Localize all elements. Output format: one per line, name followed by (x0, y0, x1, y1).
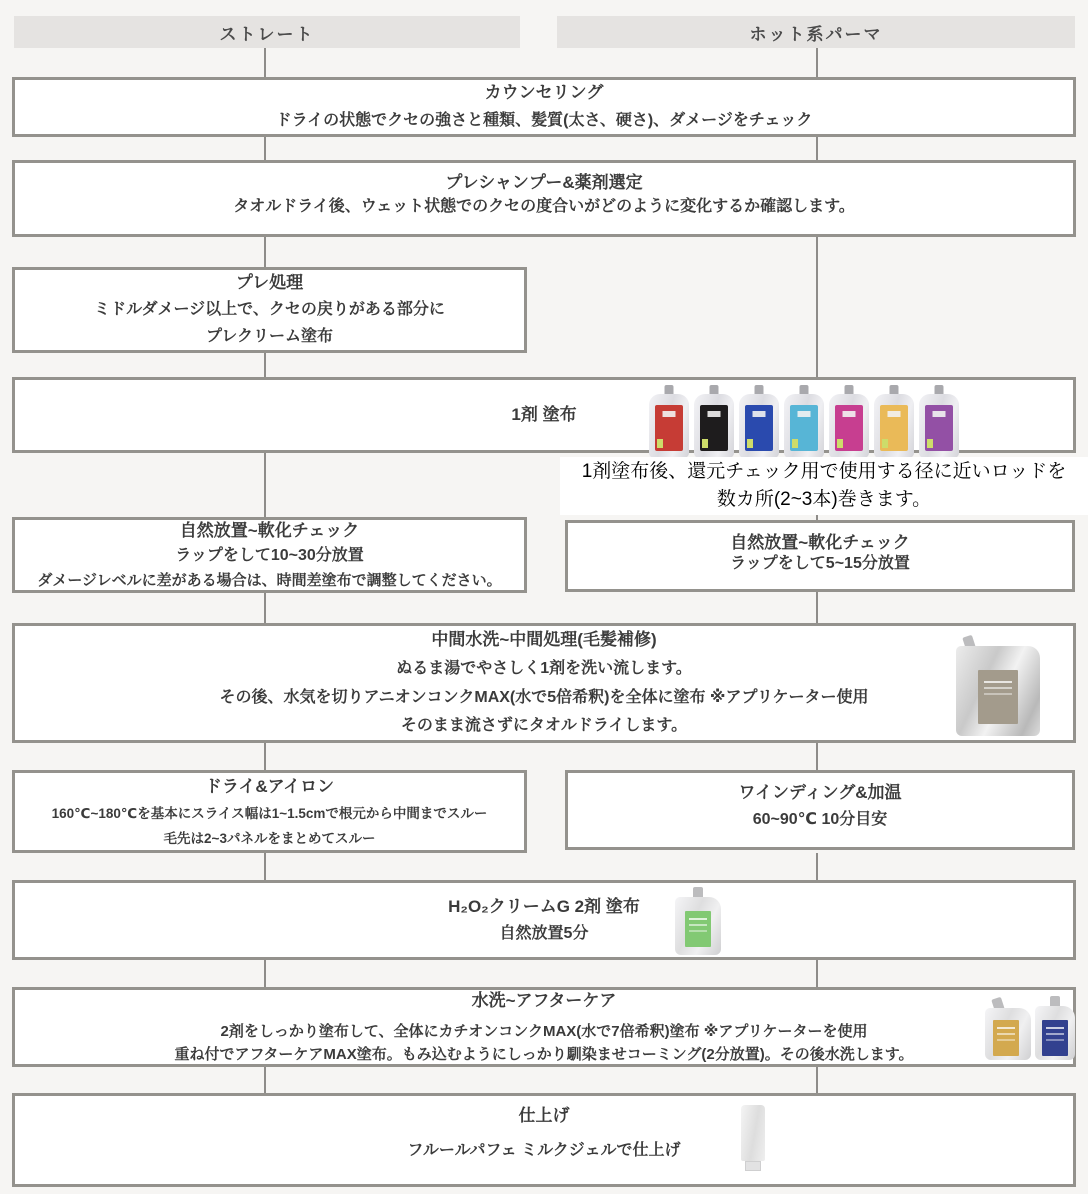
connector-line (264, 353, 266, 377)
step-title: 1剤 塗布 (511, 404, 577, 424)
step-title: 中間水洗~中間処理(毛髪補修) (431, 629, 657, 649)
step-detail: 重ね付でアフターケアMAX塗布。もみ込むようにしっかり馴染ませコーミング(2分放置)。その後水洗します。 (174, 1045, 914, 1063)
product-bottle-purple (918, 385, 960, 458)
connector-line (264, 743, 266, 770)
step-box-winding (565, 770, 1075, 850)
connector-line (816, 960, 818, 987)
step-title: ドライ&アイロン (204, 776, 335, 796)
column-header-hot-perm-label: ホット系パーマ (749, 24, 883, 44)
step-title: ワインディング&加温 (738, 783, 902, 802)
product-pouch-gold (985, 998, 1031, 1060)
step-title: 自然放置~軟化チェック (179, 520, 360, 540)
bottle-label (835, 405, 863, 451)
bottle-label (655, 405, 683, 451)
agent1-product-bottles (648, 385, 960, 458)
step-box-agent2 (12, 880, 1076, 960)
step-detail: その後、水気を切りアニオンコンクMAX(水で5倍希釈)を全体に塗布 ※アプリケーター使用 (219, 688, 869, 706)
connector-line (264, 48, 266, 77)
connector-line (264, 453, 266, 517)
step-title: H₂O₂クリームG 2剤 塗布 (448, 896, 640, 916)
step-detail: ラップをして5~15分放置 (730, 555, 910, 573)
connector-line (264, 960, 266, 987)
product-bottle-gold (873, 385, 915, 458)
step-title: カウンセリング (484, 83, 604, 103)
connector-line (264, 853, 266, 880)
connector-line (816, 592, 818, 623)
note-line: 1剤塗布後、還元チェック用で使用する径に近いロッドを (581, 461, 1067, 483)
connector-line (816, 137, 818, 160)
connector-line (816, 48, 818, 77)
bottle-label (925, 405, 953, 451)
note-line: 数カ所(2~3本)巻きます。 (716, 489, 932, 510)
pouch-label (993, 1020, 1019, 1056)
bottle-label (790, 405, 818, 451)
step-detail: そのまま流さずにタオルドライします。 (400, 717, 688, 735)
bottle-label (700, 405, 728, 451)
tube-cap (745, 1161, 761, 1171)
step-title: 水洗~アフターケア (471, 990, 617, 1010)
step-detail: ドライの状態でクセの強さと種類、髪質(太さ、硬さ)、ダメージをチェック (275, 112, 813, 130)
connector-line (264, 237, 266, 267)
step-title: 自然放置~軟化チェック (730, 533, 910, 552)
product-bottle-black (693, 385, 735, 458)
step-detail: ぬるま湯でやさしく1剤を洗い流します。 (396, 659, 692, 677)
step-title: プレ処理 (235, 273, 304, 293)
product-bottle-magenta (828, 385, 870, 458)
step-box-counseling (12, 77, 1076, 137)
connector-line (816, 853, 818, 880)
step-title: 仕上げ (518, 1106, 570, 1125)
product-bottle-cyan (783, 385, 825, 458)
connector-line (264, 137, 266, 160)
connector-line (264, 593, 266, 623)
step-title: プレシャンプー&薬剤選定 (445, 173, 643, 192)
step-detail: ラップをして10~30分放置 (175, 546, 364, 564)
step-detail: フルールパフェ ミルクジェルで仕上げ (407, 1142, 681, 1160)
pouch-label (1042, 1020, 1068, 1056)
bottle-label (880, 405, 908, 451)
product-tube-milk-gel (738, 1105, 768, 1171)
step-box-rest-perm (565, 520, 1075, 592)
product-bottle-red (648, 385, 690, 458)
step-detail: タオルドライ後、ウェット状態でのクセの度合いがどのように変化するか確認します。 (233, 198, 855, 216)
step-detail: 毛先は2~3パネルをまとめてスルー (163, 830, 376, 846)
connector-line (816, 1067, 818, 1093)
step-box-rinse-aftercare (12, 987, 1076, 1067)
step-detail: プレクリーム塗布 (205, 328, 334, 346)
column-header-straight (14, 16, 520, 48)
step-detail: 2剤をしっかり塗布して、全体にカチオンコンクMAX(水で7倍希釈)塗布 ※アプリケーターを使用 (220, 1023, 868, 1041)
step-box-agent1 (12, 377, 1076, 453)
step-box-mid-rinse (12, 623, 1076, 743)
product-pouch-silver (956, 636, 1040, 736)
connector-line (816, 743, 818, 770)
product-bottle-blue (738, 385, 780, 458)
pouch-label (685, 911, 711, 947)
tube-body (741, 1105, 765, 1161)
connector-line (264, 1067, 266, 1093)
step-box-pre-treatment (12, 267, 527, 353)
step-detail: 60~90℃ 10分目安 (752, 811, 888, 829)
bottle-label (745, 405, 773, 451)
step-box-finish (12, 1093, 1076, 1187)
rod-winding-note (560, 457, 1088, 515)
step-detail: 160℃~180℃を基本にスライス幅は1~1.5cmで根元から中間までスルー (51, 806, 488, 821)
step-box-pre-shampoo (12, 160, 1076, 237)
column-header-straight-label: ストレート (219, 24, 315, 44)
step-box-rest-straight (12, 517, 527, 593)
step-box-dry-iron (12, 770, 527, 853)
step-detail: 自然放置5分 (499, 924, 589, 942)
step-detail: ダメージレベルに差がある場合は、時間差塗布で調整してください。 (37, 571, 502, 589)
product-pouch-blue (1035, 996, 1075, 1060)
column-header-hot-perm (557, 16, 1075, 48)
step-detail: ミドルダメージ以上で、クセの戻りがある部分に (94, 301, 445, 319)
connector-line (816, 237, 818, 377)
pouch-label (978, 670, 1018, 724)
product-pouch-green (675, 887, 721, 955)
